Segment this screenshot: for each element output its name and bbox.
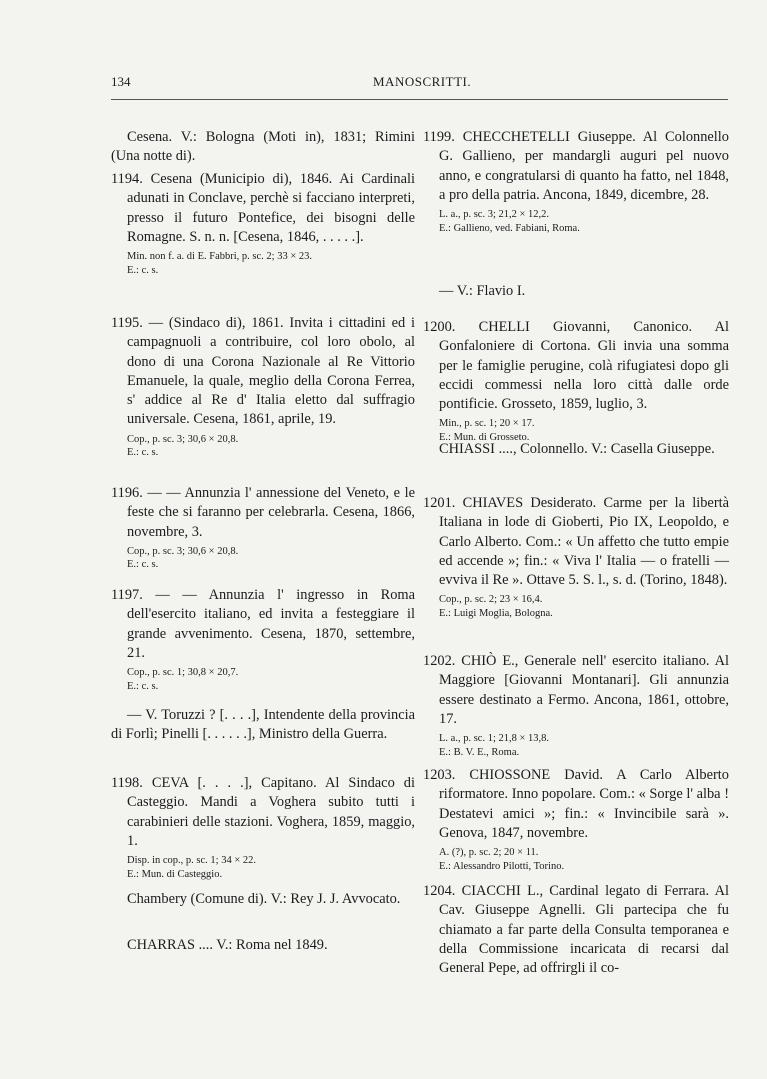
entry-text: 1197. — — Annunzia l' ingresso in Roma dell'esercito italiano, ed invita a festeggiare il grande avvenimento. Cesena, 1870, settembre, 21. — [111, 587, 415, 661]
entry-text: 1203. CHIOSSONE David. A Carlo Alberto riformatore. Inno popolare. Com.: « Sorge l' alba ! Destatevi amici »; fin.: « Invincibile sarà ». Genova, 1847, novembre. — [423, 767, 729, 841]
entry-text: 1201. CHIAVES Desiderato. Carme per la libertà Italiana in lode di Gioberti, Pio IX, Leopoldo, e Carlo Alberto. Com.: « Un affetto che tutto empie ed accende »; fin.: « Viva l' Italia — o fratelli — evviva il Re ». Ottave 5. S. l., s. d. (Torino, 1848). — [423, 495, 729, 589]
page-number: 134 — [111, 74, 131, 89]
entry-text: 1200. CHELLI Giovanni, Canonico. Al Gonfaloniere di Cortona. Gli invia una somma per le famiglie perugine, colà rifugiatesi dopo gli eccidi commessi nella loro città dalle orde pontificie. Grosseto, 1859, luglio, 3. — [423, 319, 729, 413]
entry-text: 1199. CHECCHETELLI Giuseppe. Al Colonnello G. Gallieno, per mandargli auguri pel nuovo anno, e congratularsi di quanto ha fatto, nel 1848, a pro della patria. Ancona, 1849, dicembre, 28. — [423, 129, 729, 203]
entry-text: 1204. CIACCHI L., Cardinal legato di Ferrara. Al Cav. Giuseppe Agnelli. Gli partecipa che fu chiamato a far parte della Consulta temporanea e della Commissione incaricata di recarsi dal General Pepe, ad offrirgli il co- — [423, 883, 729, 977]
entry-text: CHARRAS .... V.: Roma nel 1849. — [127, 937, 328, 953]
header-rule — [111, 99, 728, 100]
entry-text: — V.: Flavio I. — [439, 283, 526, 299]
entry-note: Min. non f. a. di E. Fabbri, p. sc. 2; 33 × 23. E.: c. s. — [127, 251, 312, 276]
entry-1195 — [111, 314, 415, 460]
entry-1200 — [423, 318, 729, 444]
entry-note: L. a., p. sc. 1; 21,8 × 13,8. E.: B. V. E., Roma. — [439, 733, 550, 758]
entry-1202 — [423, 652, 729, 759]
entry-text: 1194. Cesena (Municipio di), 1846. Ai Cardinali adunati in Conclave, perchè si facciano interpreti, presso il futuro Pontefice, dei bisogni delle Romagne. S. n. n. [Cesena, 1846, . . . . .]. — [111, 171, 415, 245]
entry-cesena-v — [111, 128, 415, 167]
entry-chambery — [111, 890, 415, 909]
entry-text: 1195. — (Sindaco di), 1861. Invita i cittadini ed i campagnuoli a contribuire, col loro obolo, al dono di una Corona Nazionale al Re Vittorio Emanuele, la quale, meglio della Corona Ferrea, s' addice al Re d' Italia eletto dal suffragio universale. Cesena, 1861, aprile, 19. — [111, 315, 415, 428]
entry-text: 1198. CEVA [. . . .], Capitano. Al Sindaco di Casteggio. Mandi a Voghera subito tutti i carabinieri delle stazioni. Voghera, 1859, maggio, 1. — [111, 775, 415, 849]
entry-note: A. (?), p. sc. 2; 20 × 11. E.: Alessandro Pilotti, Torino. — [439, 847, 565, 872]
entry-text: 1202. CHIÒ E., Generale nell' esercito italiano. Al Maggiore [Giovanni Montanari]. Gli annunzia essere destinato a Fermo. Ancona, 1861, ottobre, 17. — [423, 653, 729, 727]
entry-1197 — [111, 586, 415, 693]
entry-text: — V. Toruzzi ? [. . . .], Intendente della provincia di Forlì; Pinelli [. . . . . .], Ministro della Guerra. — [111, 707, 415, 743]
entry-flavio — [423, 282, 729, 301]
entry-text: CHIASSI ...., Colonnello. V.: Casella Giuseppe. — [439, 441, 715, 457]
entry-1199 — [423, 128, 729, 235]
entry-1196 — [111, 484, 415, 572]
entry-text: Cesena. V.: Bologna (Moti in), 1831; Rimini (Una notte di). — [111, 129, 415, 165]
entry-note: Cop., p. sc. 3; 30,6 × 20,8. E.: c. s. — [127, 545, 239, 571]
entry-1194 — [111, 170, 415, 277]
running-head: MANOSCRITTI. — [373, 74, 472, 89]
entry-text: 1196. — — Annunzia l' annessione del Veneto, e le feste che si faranno per celebrarla. Cesena, 1866, novembre, 3. — [111, 485, 415, 540]
entry-1198 — [111, 774, 415, 881]
entry-charras — [111, 936, 415, 955]
entry-1204 — [423, 882, 729, 978]
entry-note: L. a., p. sc. 3; 21,2 × 12,2. E.: Gallieno, ved. Fabiani, Roma. — [439, 209, 580, 234]
entry-note: Min., p. sc. 1; 20 × 17. E.: Mun. di Grosseto. — [439, 418, 535, 443]
entry-note: Cop., p. sc. 2; 23 × 16,4. E.: Luigi Moglia, Bologna. — [439, 594, 553, 619]
entry-note: Cop., p. sc. 1; 30,8 × 20,7. E.: c. s. — [127, 667, 239, 692]
entry-text: Chambery (Comune di). V.: Rey J. J. Avvocato. — [127, 891, 401, 907]
entry-toruzzi — [111, 706, 415, 745]
entry-note: Disp. in cop., p. sc. 1; 34 × 22. E.: Mun. di Casteggio. — [127, 855, 256, 880]
entry-1201 — [423, 494, 729, 620]
entry-chiassi — [423, 440, 729, 459]
entry-note: Cop., p. sc. 3; 30,6 × 20,8. E.: c. s. — [127, 433, 239, 459]
entry-1203 — [423, 766, 729, 873]
